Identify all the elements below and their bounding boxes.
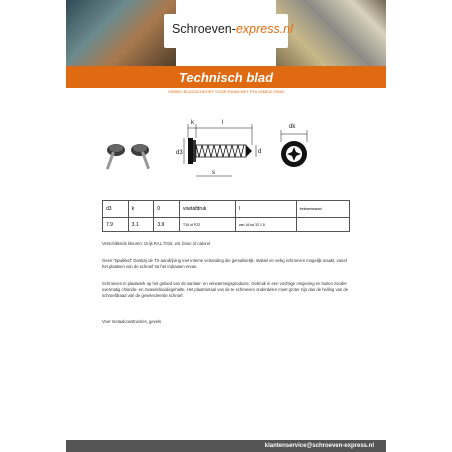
table-header-cell: k [128,201,154,218]
screw-technical-drawing [102,112,372,192]
screw-photo-2 [131,144,150,169]
table-cell: van 16 tot 32 1.5 [235,218,296,232]
screw-photo-1 [106,144,125,170]
table-header-cell: 0 [154,201,180,218]
tools-photo [66,0,176,70]
table-cell: 7.9 [103,218,129,232]
table-cell: 3.1 [128,218,154,232]
paragraph-application: Voor metaalconstructies, gevels [102,319,162,324]
table-row [103,218,350,232]
logo-accent-text: express.nl [235,22,293,36]
label-d: d [258,149,262,155]
logo[interactable] [172,22,293,36]
logo-main-text: Schroeven- [172,22,236,36]
table-cell: T15 of PZ2 [179,218,235,232]
paragraph-drive: Geen "tipwikkel" Dankzij de TX-aandrijving met interne vertanding die gemakkelijk, stabiel en veilig schroeven mogelijk maakt, vanaf het plaatsen van de schroef tot het indraaien ervan. [102,258,347,269]
page-title: Technisch blad [178,69,274,85]
technical-sheet-page [66,0,386,452]
label-d3: d3 [176,150,183,156]
table-header-cell: trekweerstand [296,201,349,218]
header-photo-banner [66,0,386,70]
footer-bar [66,440,386,452]
screw-side-view [184,124,256,176]
screw-head-top-view [281,130,307,167]
label-dk: dk [289,124,296,130]
spec-table [102,200,350,232]
table-header-cell: d3 [103,201,129,218]
colors-text: Verschillende kleuren: Grijs RAL 7016, wit, bruin of naturel. [102,241,212,246]
title-banner [66,66,386,88]
product-subtitle: VSB067-BLADSCHROEF VOOR RAAM MET POLYAMIDE-RING [167,89,285,94]
table-cell: 3.9 [154,218,180,232]
table-header-cell: l [235,201,296,218]
paragraph-usage: Schroeven in plaatwerk op het gebied van de sanitair- en verwarmingsproducte. Gebruik in een vochtige omgeving en buiten zonder overmatig chloride- en zwaveldioxidegehalte. Het plaatmetaal van de te schroeven onderdelen moet groter zijn dan de helling van de schroefdraad van de geselecteerde schroef. [102,281,349,298]
table-header-cell: voetafdruk [179,201,235,218]
label-l: l [222,120,224,126]
label-s: s [212,170,215,176]
table-cell [296,218,349,232]
footer-email-link[interactable]: klantenservice@schroeven-express.nl [264,443,374,449]
label-k: k [191,120,194,126]
table-header-row [103,201,350,218]
